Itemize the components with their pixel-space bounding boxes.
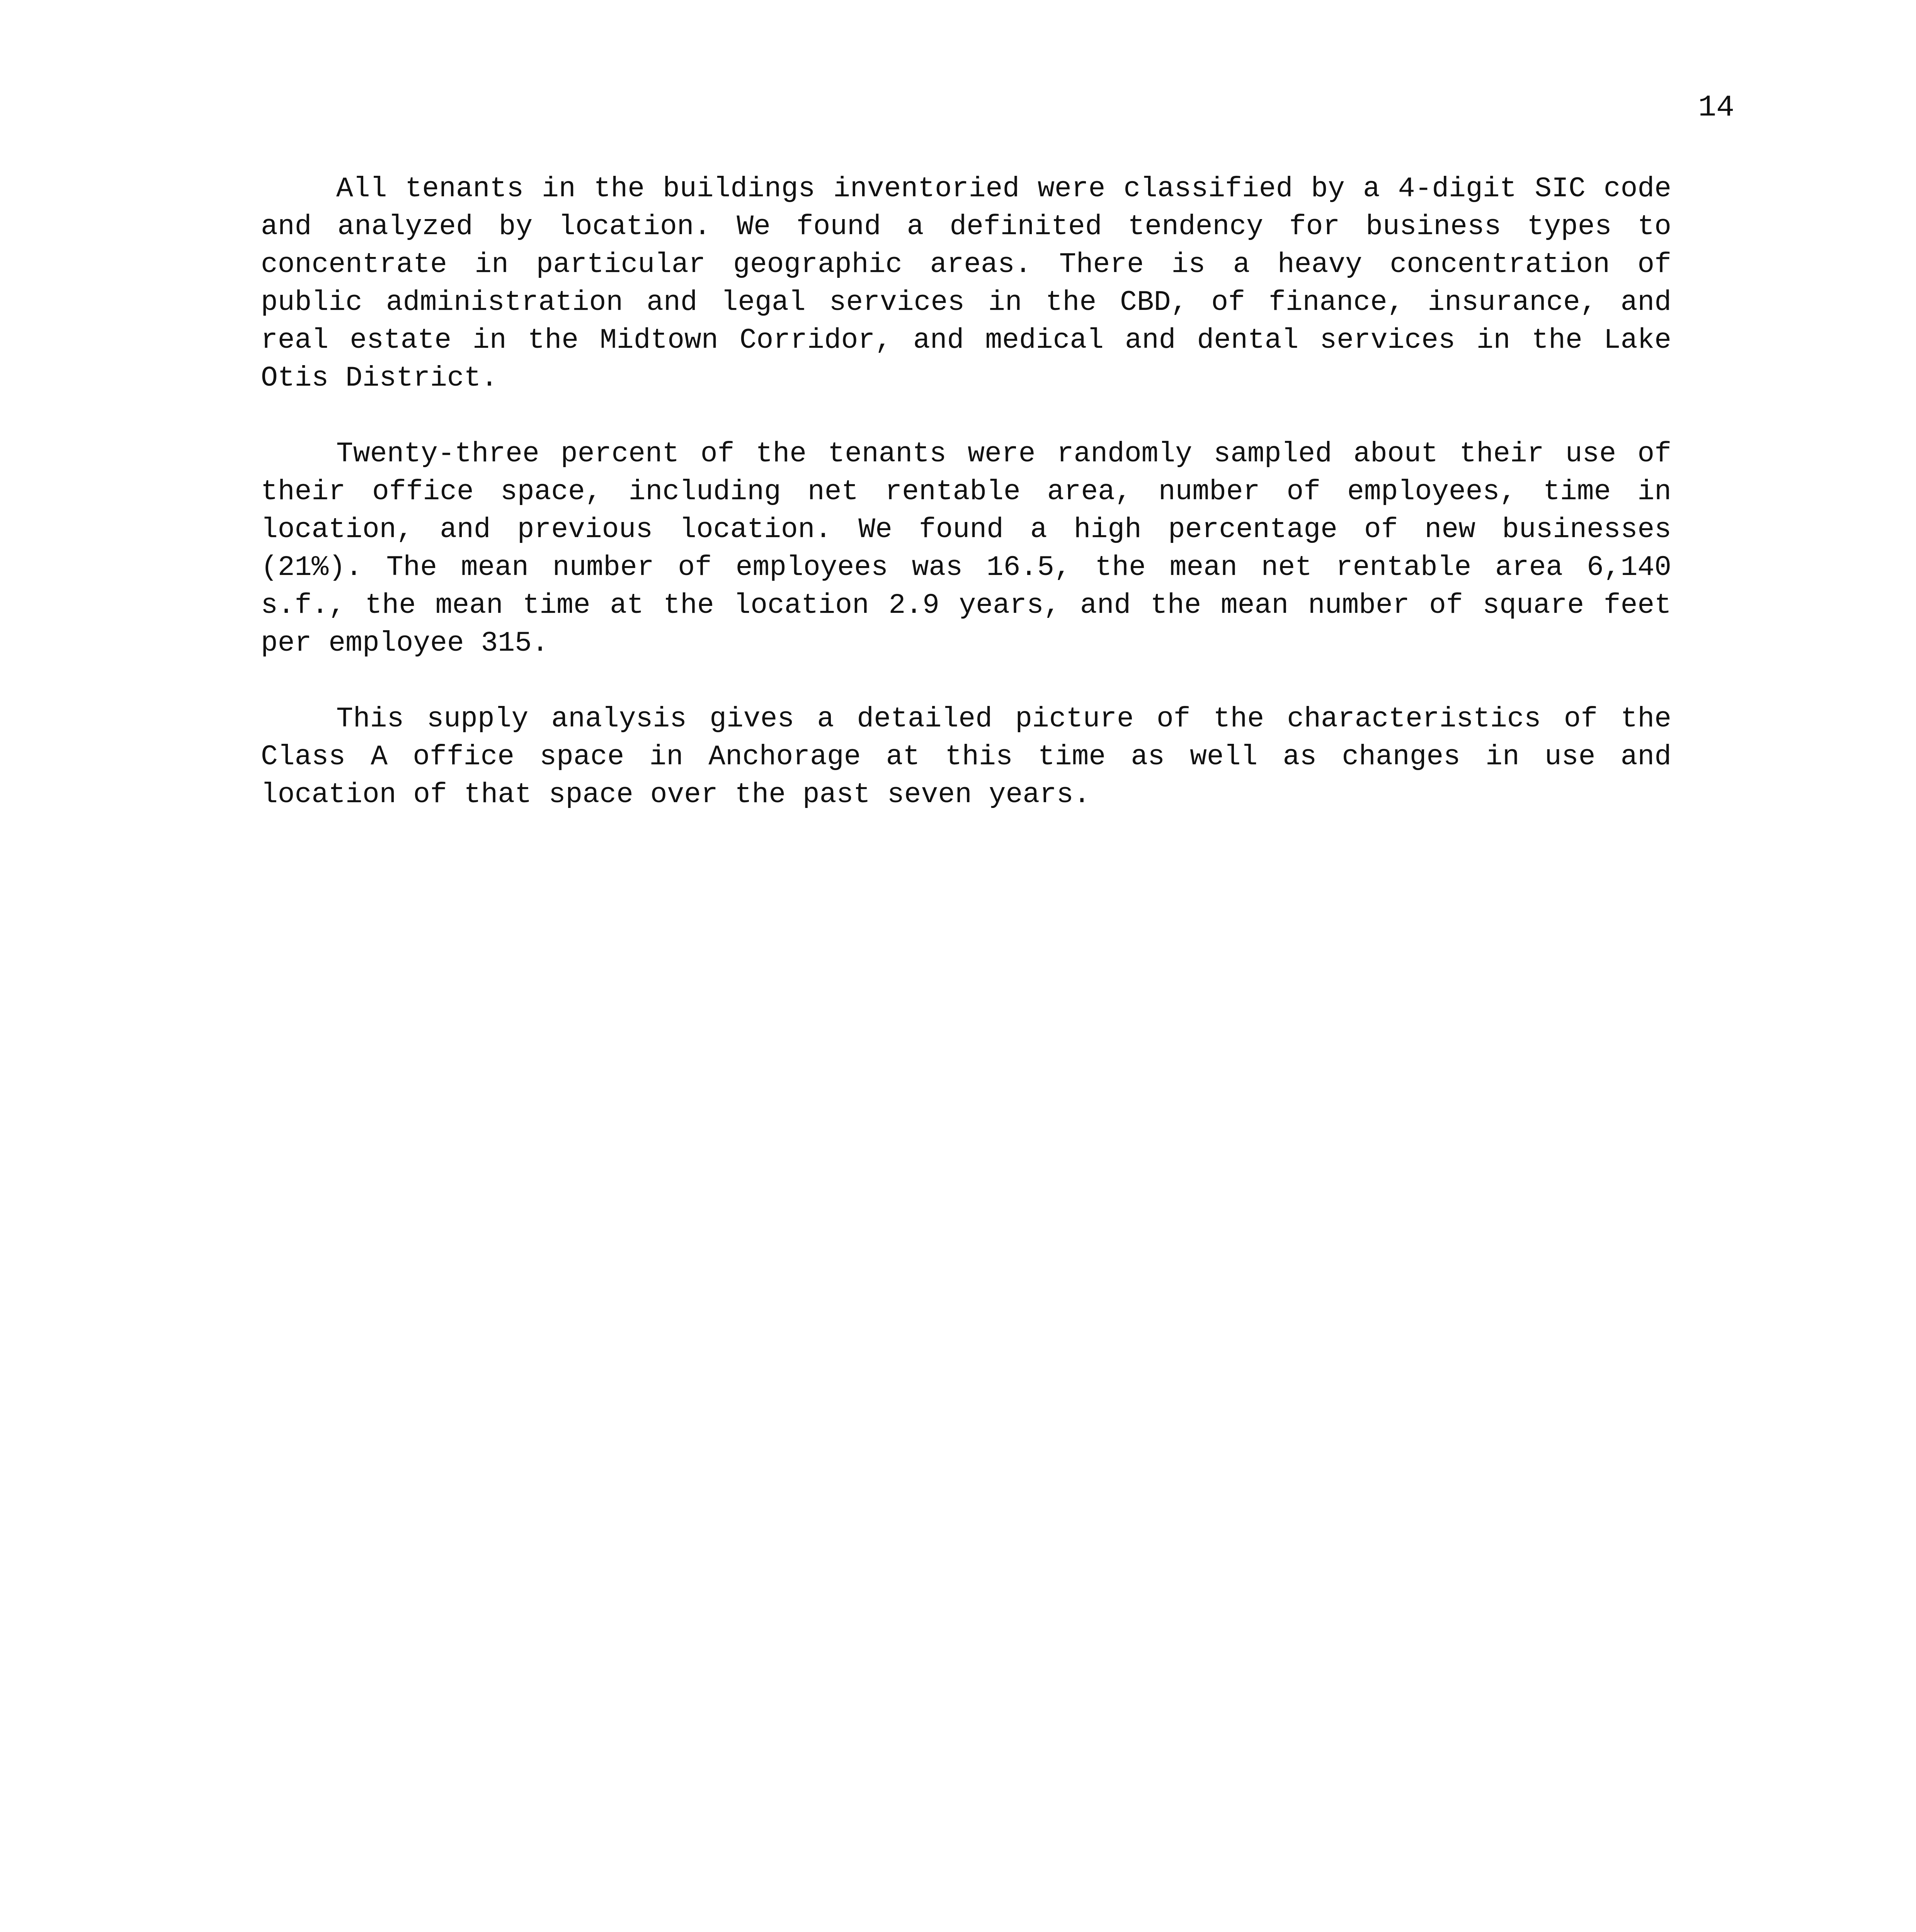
paragraph-supply-analysis: This supply analysis gives a detailed picture of the characteristics of the Class A office space in Anchorage at this time as well as changes in use and location of that space over the past seven years. <box>261 703 1671 811</box>
page-number: 14 <box>1698 91 1734 125</box>
body-text <box>261 170 1671 852</box>
paragraph-tenant-sample: Twenty-three percent of the tenants were randomly sampled about their use of their office space, including net rentable area, number of employees, time in location, and previous location. We found a high percentage of new businesses (21%). The mean number of employees was 16.5, the mean net rentable area 6,140 s.f., the mean time at the location 2.9 years, and the mean number of square feet per employee 315. <box>261 438 1671 659</box>
paragraph-sic-classification: All tenants in the buildings inventoried were classified by a 4-digit SIC code and analyzed by location. We found a definited tendency for business types to concentrate in particular geographic areas. There is a heavy concentration of public administration and legal services in the CBD, of finance, insurance, and real estate in the Midtown Corridor, and medical and dental services in the Lake Otis District. <box>261 173 1671 394</box>
